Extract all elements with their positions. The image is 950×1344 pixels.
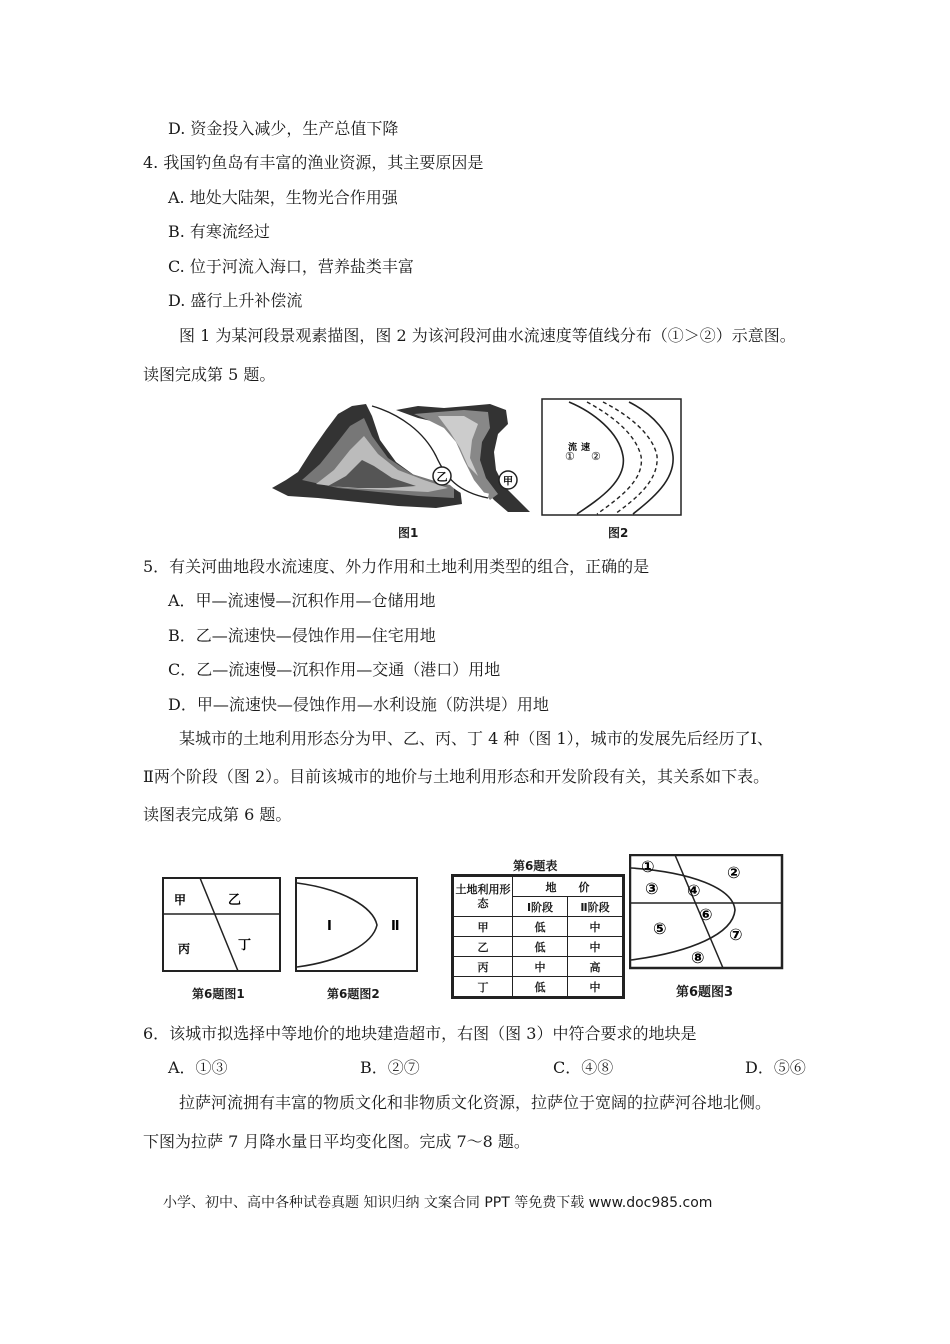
plot-4: ④ [687,881,701,900]
table-head-stage2: Ⅱ阶段 [568,897,623,917]
isoline-label-1: ① [565,450,575,463]
intro6-line3: 读图表完成第 6 题。 [143,805,292,824]
zone-jia: 甲 [174,893,187,907]
stage-ii-label: Ⅱ [391,919,400,934]
land-price-table [451,874,625,999]
table-head-stage1: Ⅰ阶段 [513,897,568,917]
zone-ding: 丁 [238,938,252,953]
fig5-1-caption: 图1 [398,526,419,540]
table-head-price: 地 价 [513,877,623,897]
intro7-line1: 拉萨河流拥有丰富的物质文化和非物质文化资源，拉萨位于宽阔的拉萨河谷地北侧。 [179,1093,772,1112]
isoline-label-2: ② [591,450,601,463]
table-row [454,977,623,997]
q6-option-a: A．①③ [168,1058,228,1077]
q4-stem: 4. 我国钓鱼岛有丰富的渔业资源，其主要原因是 [143,153,484,172]
development-stage-diagram [295,877,419,973]
point-yi-label: 乙 [436,470,448,484]
intro6-line1: 某城市的土地利用形态分为甲、乙、丙、丁 4 种（图 1），城市的发展先后经历了Ⅰ、 [179,729,773,748]
table6-title: 第6题表 [513,859,558,873]
table-cell: 高 [568,957,623,977]
land-use-form-diagram [162,877,282,973]
fig6-2-caption: 第6题图2 [327,987,380,1001]
stage-i-label: Ⅰ [327,919,332,934]
intro5-line2: 读图完成第 5 题。 [143,365,276,384]
point-jia-label: 甲 [503,476,513,488]
q4-option-c: C. 位于河流入海口，营养盐类丰富 [168,257,414,276]
table-cell: 中 [568,977,623,997]
label-liu: 流 [568,443,578,453]
q5-option-a: A．甲—流速慢—沉积作用—仓储用地 [168,591,436,610]
fig6-3-caption: 第6题图3 [676,985,734,1000]
q5-option-b: B．乙—流速快—侵蚀作用—住宅用地 [168,626,436,645]
table-row [454,917,623,937]
label-su: 速 [581,443,591,453]
fig6-1-caption: 第6题图1 [192,987,245,1001]
intro6-line2: Ⅱ两个阶段（图 2）。目前该城市的地价与土地利用形态和开发阶段有关，其关系如下表。 [143,767,770,786]
plot-6: ⑥ [699,905,713,924]
table-cell: 中 [513,957,568,977]
table-row [454,957,623,977]
plot-8: ⑧ [691,948,705,967]
q3-option-d: D. 资金投入减少，生产总值下降 [168,119,399,138]
plot-2: ② [727,863,741,882]
table-cell: 中 [568,917,623,937]
plot-7: ⑦ [729,925,743,944]
zone-bing: 丙 [178,942,191,956]
plot-5: ⑤ [653,919,667,938]
table-cell: 丁 [454,977,513,997]
table-cell: 丙 [454,957,513,977]
intro5-line1: 图 1 为某河段景观素描图，图 2 为该河段河曲水流速度等值线分布（①＞②）示意图。 [179,326,796,345]
q4-option-a: A. 地处大陆架，生物光合作用强 [168,188,398,207]
intro7-line2: 下图为拉萨 7 月降水量日平均变化图。完成 7～8 题。 [143,1132,530,1151]
q6-option-b: B．②⑦ [360,1058,420,1077]
q6-option-c: C．④⑧ [553,1058,614,1077]
plot-3: ③ [645,879,659,898]
q5-option-c: C．乙—流速慢—沉积作用—交通（港口）用地 [168,660,501,679]
flow-velocity-isoline-diagram [541,398,683,518]
table-cell: 低 [513,937,568,957]
q5-option-d: D．甲—流速快—侵蚀作用—水利设施（防洪堤）用地 [168,695,549,714]
q6-option-d: D．⑤⑥ [745,1058,806,1077]
river-landscape-sketch [268,400,530,522]
footer-banner: 小学、初中、高中各种试卷真题 知识归纳 文案合同 PPT 等免费下载 www.doc985.com [163,1195,713,1211]
land-plot-diagram [629,854,784,971]
q6-stem: 6．该城市拟选择中等地价的地块建造超市，右图（图 3）中符合要求的地块是 [143,1024,697,1043]
table-cell: 低 [513,977,568,997]
table-head-form: 土地利用形态 [454,877,513,917]
q4-option-d: D. 盛行上升补偿流 [168,291,303,310]
table-cell: 中 [568,937,623,957]
table-row [454,937,623,957]
q4-option-b: B. 有寒流经过 [168,222,270,241]
q5-stem: 5．有关河曲地段水流速度、外力作用和土地利用类型的组合，正确的是 [143,557,650,576]
table-cell: 低 [513,917,568,937]
plot-1: ① [641,857,655,876]
table-cell: 甲 [454,917,513,937]
fig5-2-caption: 图2 [608,526,629,540]
table-cell: 乙 [454,937,513,957]
zone-yi: 乙 [228,893,242,908]
